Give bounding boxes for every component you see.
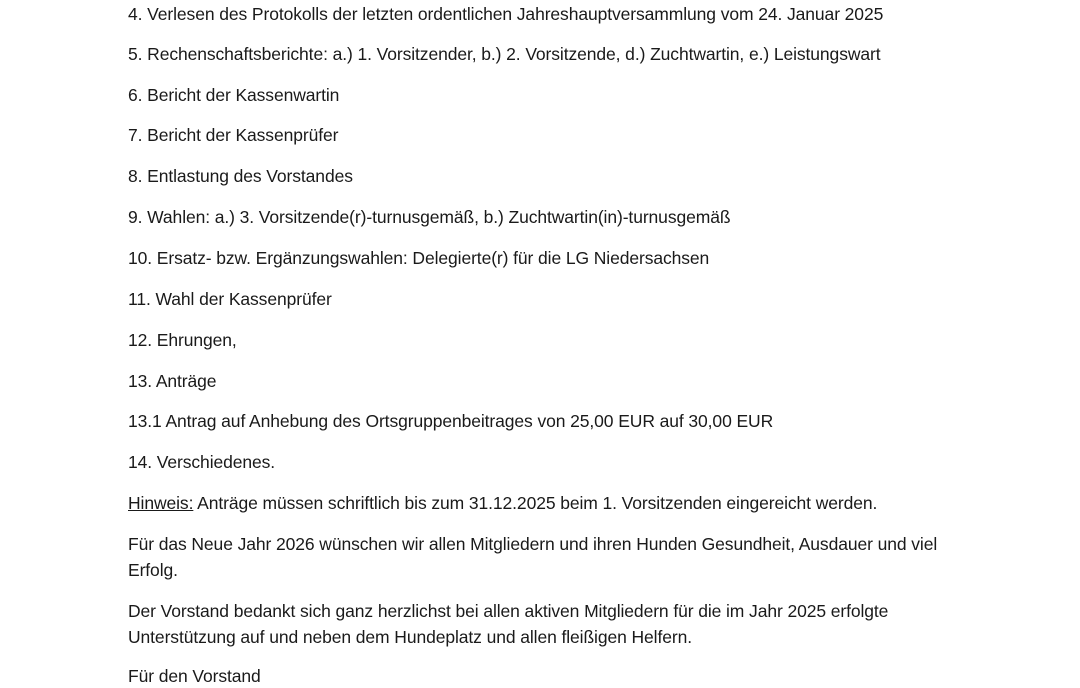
agenda-item-13: 13. Anträge [128, 371, 217, 391]
agenda-item-11: 11. Wahl der Kassenprüfer [128, 289, 332, 309]
agenda-item-12: 12. Ehrungen, [128, 330, 237, 350]
signoff-text: Für den Vorstand [128, 666, 261, 686]
agenda-item-10: 10. Ersatz- bzw. Ergänzungswahlen: Delegierte(r) für die LG Niedersachsen [128, 248, 710, 268]
agenda-item-14: 14. Verschiedenes. [128, 452, 276, 472]
agenda-item-9: 9. Wahlen: a.) 3. Vorsitzende(r)-turnusgemäß, b.) Zuchtwartin(in)-turnusgemäß [128, 207, 731, 227]
agenda-item-5: 5. Rechenschaftsberichte: a.) 1. Vorsitzender, b.) 2. Vorsitzende, d.) Zuchtwartin, e.) Leistungswart [128, 44, 881, 64]
hint-label: Hinweis: [128, 493, 194, 513]
greeting-paragraph: Für das Neue Jahr 2026 wünschen wir allen Mitgliedern und ihren Hunden Gesundheit, Ausdauer und viel Erfolg. [128, 534, 938, 580]
agenda-item-6: 6. Bericht der Kassenwartin [128, 85, 340, 105]
agenda-item-13-1: 13.1 Antrag auf Anhebung des Ortsgruppenbeitrages von 25,00 EUR auf 30,00 EUR [128, 411, 774, 431]
hint-text: Anträge müssen schriftlich bis zum 31.12.2025 beim 1. Vorsitzenden eingereicht werden. [193, 493, 878, 513]
agenda-item-8: 8. Entlastung des Vorstandes [128, 166, 353, 186]
thanks-paragraph: Der Vorstand bedankt sich ganz herzlichst bei allen aktiven Mitgliedern für die im Jahr 2025 erfolgte Unterstützung auf und neben dem Hundeplatz und allen fleißigen Helfern. [128, 601, 889, 647]
agenda-item-7: 7. Bericht der Kassenprüfer [128, 125, 339, 145]
agenda-item-4: 4. Verlesen des Protokolls der letzten ordentlichen Jahreshauptversammlung vom 24. Januar 2025 [128, 4, 884, 24]
hint-paragraph [128, 491, 877, 515]
